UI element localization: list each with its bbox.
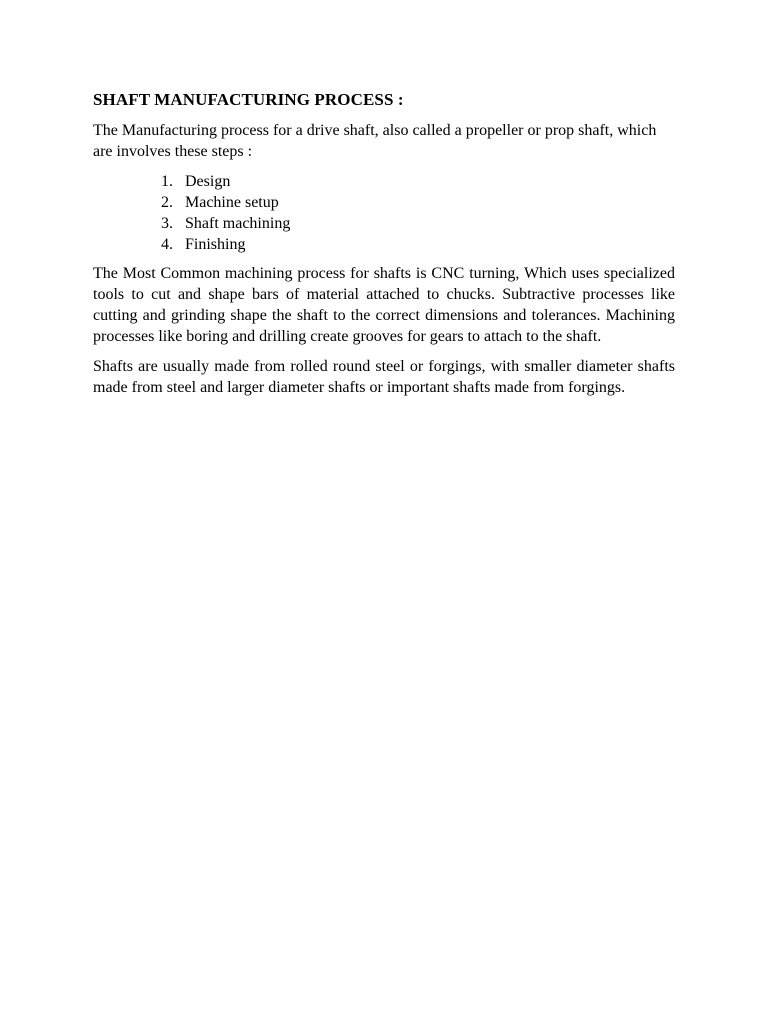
document-heading: SHAFT MANUFACTURING PROCESS : xyxy=(93,90,404,109)
list-item xyxy=(93,213,675,234)
list-item-label: Finishing xyxy=(185,236,246,253)
steps-list xyxy=(93,171,675,255)
list-item-number: 2. xyxy=(161,194,173,211)
list-item-number: 1. xyxy=(161,173,173,190)
list-item-number: 3. xyxy=(161,215,173,232)
list-item-label: Design xyxy=(185,173,231,190)
list-item-number: 4. xyxy=(161,236,173,253)
list-item-label: Machine setup xyxy=(185,194,279,211)
list-item-label: Shaft machining xyxy=(185,215,291,232)
materials-paragraph: Shafts are usually made from rolled round steel or forgings, with smaller diameter shafts made from steel and larger diameter shafts or important shafts made from forgings. xyxy=(93,358,675,396)
list-item xyxy=(93,171,675,192)
intro-paragraph: The Manufacturing process for a drive shaft, also called a propeller or prop shaft, which are involves these steps : xyxy=(93,122,657,160)
list-item xyxy=(93,234,675,255)
machining-paragraph: The Most Common machining process for shafts is CNC turning, Which uses specialized tools to cut and shape bars of material attached to chucks. Subtractive processes like cutting and grinding shape the shaft to the correct dimensions and tolerances. Machining processes like boring and drilling create grooves for gears to attach to the shaft. xyxy=(93,265,675,345)
list-item xyxy=(93,192,675,213)
document-body xyxy=(93,89,675,407)
